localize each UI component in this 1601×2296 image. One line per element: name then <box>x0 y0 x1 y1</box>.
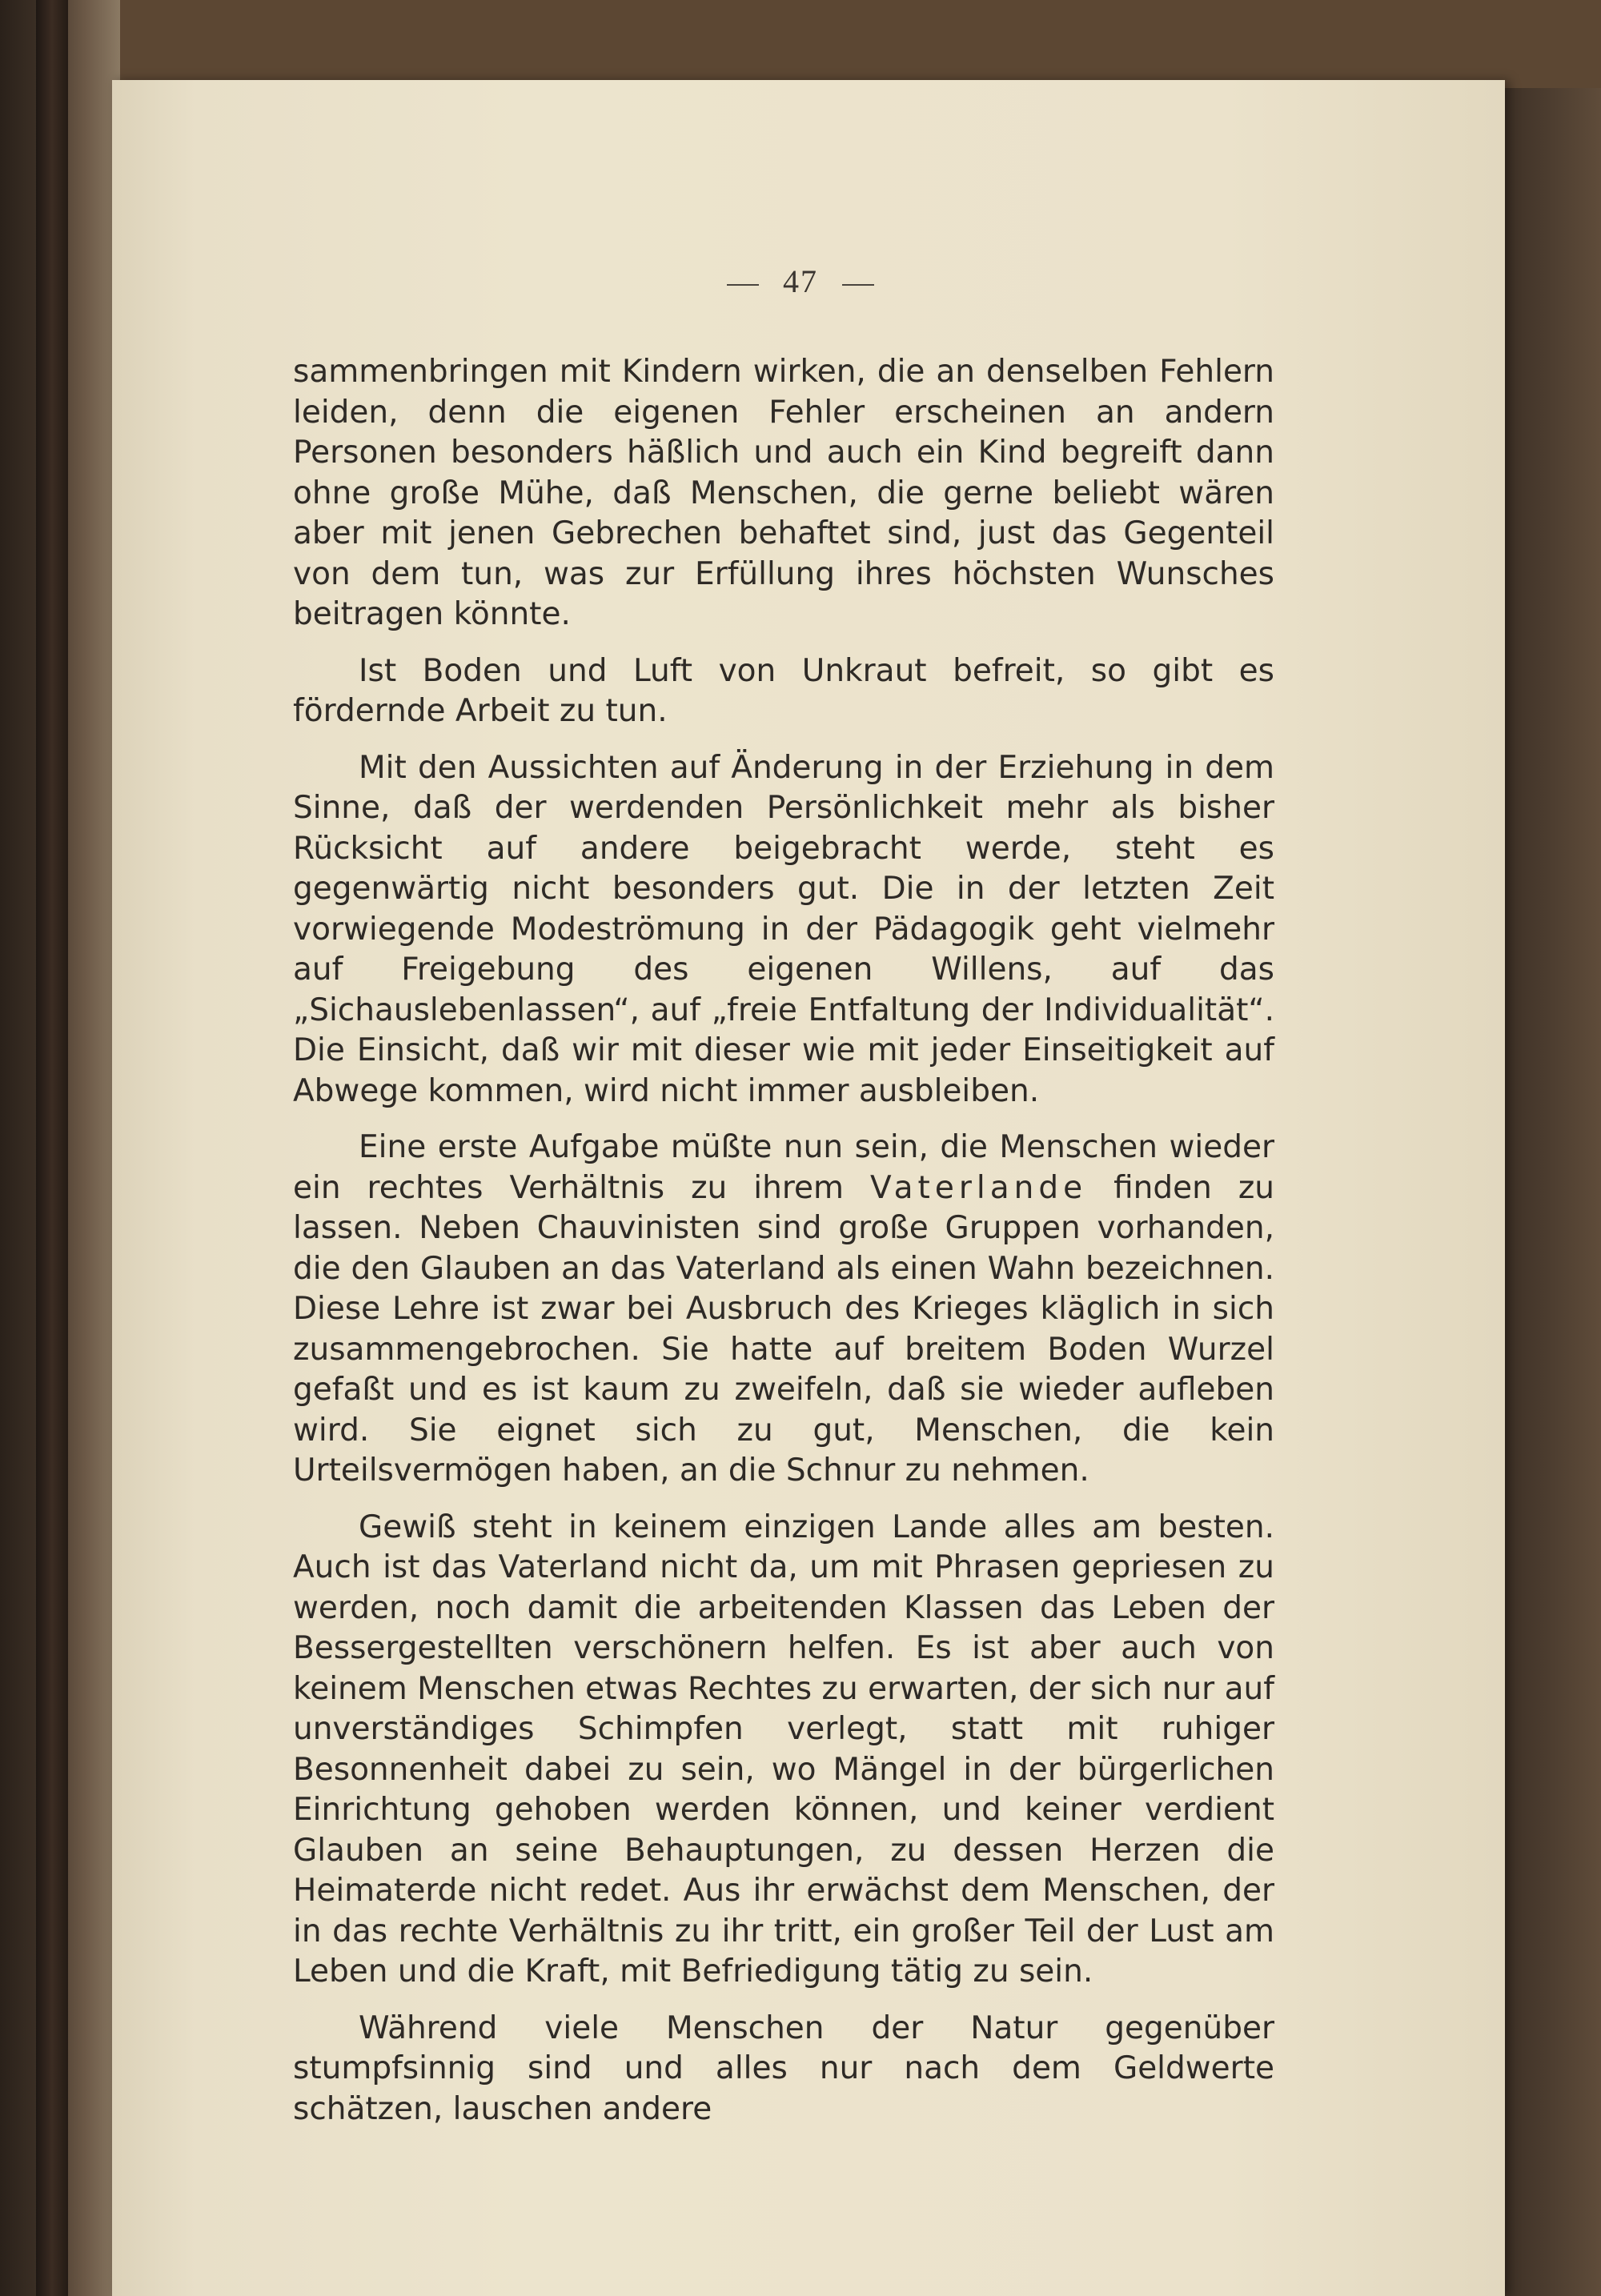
paragraph-4-emphasis: Vaterlande <box>870 1169 1088 1206</box>
page-number <box>0 262 1601 300</box>
page-number-value: 47 <box>783 263 818 299</box>
page-number-dash-right <box>842 284 874 286</box>
binding-strip <box>36 0 68 2296</box>
body-text <box>293 352 1274 2146</box>
paragraph-4-part-2: finden zu lassen. Neben Chauvinisten sind große Gruppen vorhanden, die den Glauben an das Vaterland als einen Wahn bezeichnen. Diese Lehre ist zwar bei Ausbruch des Krieges kläglich in sich zusammengebrochen. Sie hatte auf breitem Boden Wurzel gefaßt und es ist kaum zu zweifeln, daß sie wieder aufleben wird. Sie eignet sich zu gut, Menschen, die kein Urteilsvermögen haben, an die Schnur zu nehmen. <box>293 1169 1275 1489</box>
paragraph-3: Mit den Aussichten auf Änderung in der Erziehung in dem Sinne, daß der werdenden Persönlichkeit mehr als bisher Rücksicht auf andere beigebracht werde, steht es gegenwärtig nicht besonders gut. Die in der letzten Zeit vorwiegende Modeströmung in der Pädagogik geht vielmehr auf Freigebung des eigenen Willens, auf das „Sichauslebenlassen“, auf „freie Entfaltung der Individualität“. Die Einsicht, daß wir mit dieser wie mit jeder Einseitigkeit auf Abwege kommen, wird nicht immer ausbleiben. <box>293 749 1274 1109</box>
paragraph-4 <box>293 1128 1274 1492</box>
page-number-dash-left <box>727 284 759 286</box>
page-edge-right <box>1503 88 1601 2296</box>
paragraph-6: Während viele Menschen der Natur gegenüber stumpfsinnig sind und alles nur nach dem Geldwerte schätzen, lauschen andere <box>293 2010 1274 2127</box>
paragraph-4-part-1: Eine erste Aufgabe müßte nun sein, die Menschen wieder ein rechtes Verhältnis zu ihrem <box>293 1129 1274 1206</box>
paragraph-1: sammenbringen mit Kindern wirken, die an denselben Fehlern leiden, denn die eigenen Fehler erscheinen an andern Personen besonders häßlich und auch ein Kind begreift dann ohne große Mühe, daß Menschen, die gerne beliebt wären aber mit jenen Gebrechen behaftet sind, just das Gegenteil von dem tun, was zur Erfüllung ihres höchsten Wunsches beitragen könnte. <box>293 354 1274 632</box>
paragraph-5: Gewiß steht in keinem einzigen Lande alles am besten. Auch ist das Vaterland nicht da, um mit Phrasen gepriesen zu werden, noch damit die arbeitenden Klassen das Leben der Bessergestellten verschönern helfen. Es ist aber auch von keinem Menschen etwas Rechtes zu erwarten, der sich nur auf unverständiges Schimpfen verlegt, statt mit ruhiger Besonnenheit dabei zu sein, wo Mängel in der bürgerlichen Einrichtung gehoben werden können, und keiner verdient Glauben an seine Behauptungen, zu dessen Herzen die Heimaterde nicht redet. Aus ihr erwächst dem Menschen, der in das rechte Verhältnis zu ihr tritt, ein großer Teil der Lust am Leben und die Kraft, mit Befriedigung tätig zu sein. <box>293 1509 1274 1989</box>
paragraph-2: Ist Boden und Luft von Unkraut befreit, so gibt es fördernde Arbeit zu tun. <box>293 652 1274 729</box>
